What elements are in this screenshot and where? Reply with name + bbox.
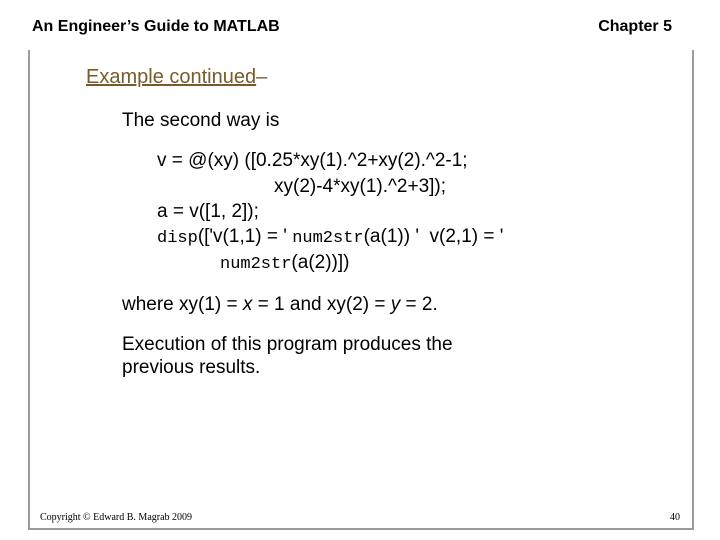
slide-title-text: Example continued <box>86 66 257 88</box>
header-book-title: An Engineer’s Guide to MATLAB <box>32 18 280 35</box>
execution-text: Execution of this program produces the previous results. <box>122 334 453 378</box>
where-x: x <box>242 294 253 315</box>
where-mid: = 1 and xy(2) = <box>252 294 391 315</box>
code-line-1: v = @(xy) ([0.25*xy(1).^2+xy(2).^2-1; <box>157 150 468 171</box>
code-line-4-b: (a(1)) ' v(2,1) = ' <box>363 226 504 247</box>
code-line-5-b: (a(2))]) <box>291 252 350 273</box>
where-y: y <box>390 294 401 315</box>
footer-page-number: 40 <box>670 512 680 523</box>
code-line-4 <box>157 226 503 248</box>
slide-title-dash: – <box>256 66 268 88</box>
code-line-3: a = v([1, 2]); <box>157 201 259 222</box>
code-line-4-a: (['v(1,1) = ' <box>197 226 293 247</box>
slide-title <box>86 66 267 89</box>
where-suffix: = 2. <box>400 294 438 315</box>
code-line-5 <box>220 252 349 274</box>
code-fn-num2str-2: num2str <box>220 255 292 274</box>
code-fn-num2str: num2str <box>292 229 364 248</box>
header-chapter: Chapter 5 <box>598 18 672 35</box>
code-line-2: xy(2)-4*xy(1).^2+3]); <box>274 176 447 197</box>
footer-copyright: Copyright © Edward B. Magrab 2009 <box>40 512 193 523</box>
intro-text: The second way is <box>122 110 280 131</box>
where-prefix: where xy(1) = <box>122 294 243 315</box>
code-fn-disp: disp <box>157 229 198 248</box>
where-text <box>122 293 438 316</box>
